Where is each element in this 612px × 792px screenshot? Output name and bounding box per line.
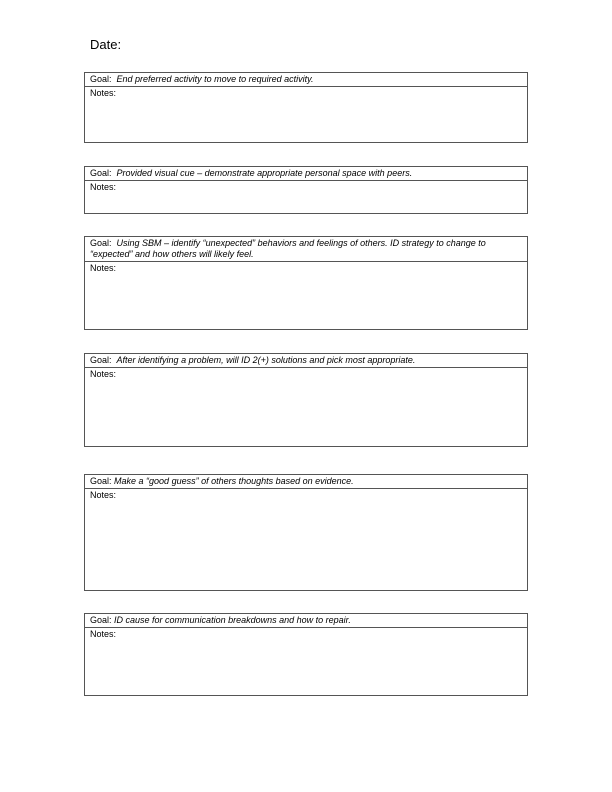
notes-label: Notes: — [90, 629, 117, 639]
notes-label: Notes: — [90, 369, 117, 379]
date-label: Date: — [90, 37, 122, 52]
goal-row — [85, 475, 527, 489]
goal-table-2 — [84, 166, 528, 214]
notes-field[interactable] — [85, 87, 527, 100]
goal-text: End preferred activity to move to required activity. — [116, 74, 314, 84]
notes-label: Notes: — [90, 182, 117, 192]
goal-row — [85, 354, 527, 368]
goal-label: Goal: — [90, 355, 112, 365]
notes-label: Notes: — [90, 490, 117, 500]
goal-row — [85, 614, 527, 628]
goal-table-3 — [84, 236, 528, 330]
notes-field[interactable] — [85, 262, 527, 275]
goal-row — [85, 73, 527, 87]
goal-text: Using SBM – identify “unexpected” behaviors and feelings of others. ID strategy to change to “expected” and how others will likely feel. — [90, 238, 486, 259]
goal-label: Goal: — [90, 476, 112, 486]
goal-row — [85, 237, 527, 262]
goal-table-4 — [84, 353, 528, 447]
notes-field[interactable] — [85, 181, 527, 194]
goal-text: After identifying a problem, will ID 2(+) solutions and pick most appropriate. — [116, 355, 416, 365]
notes-field[interactable] — [85, 368, 527, 381]
goal-label: Goal: — [90, 168, 112, 178]
goal-table-6 — [84, 613, 528, 696]
goal-row — [85, 167, 527, 181]
notes-label: Notes: — [90, 88, 117, 98]
goal-text: ID cause for communication breakdowns and how to repair. — [114, 615, 351, 625]
goal-text: Provided visual cue – demonstrate appropriate personal space with peers. — [116, 168, 413, 178]
goal-label: Goal: — [90, 238, 112, 248]
notes-label: Notes: — [90, 263, 117, 273]
notes-field[interactable] — [85, 489, 527, 502]
goal-table-1 — [84, 72, 528, 143]
goal-table-5 — [84, 474, 528, 591]
goal-label: Goal: — [90, 74, 112, 84]
goal-text: Make a “good guess” of others thoughts based on evidence. — [114, 476, 354, 486]
goal-label: Goal: — [90, 615, 112, 625]
notes-field[interactable] — [85, 628, 527, 641]
